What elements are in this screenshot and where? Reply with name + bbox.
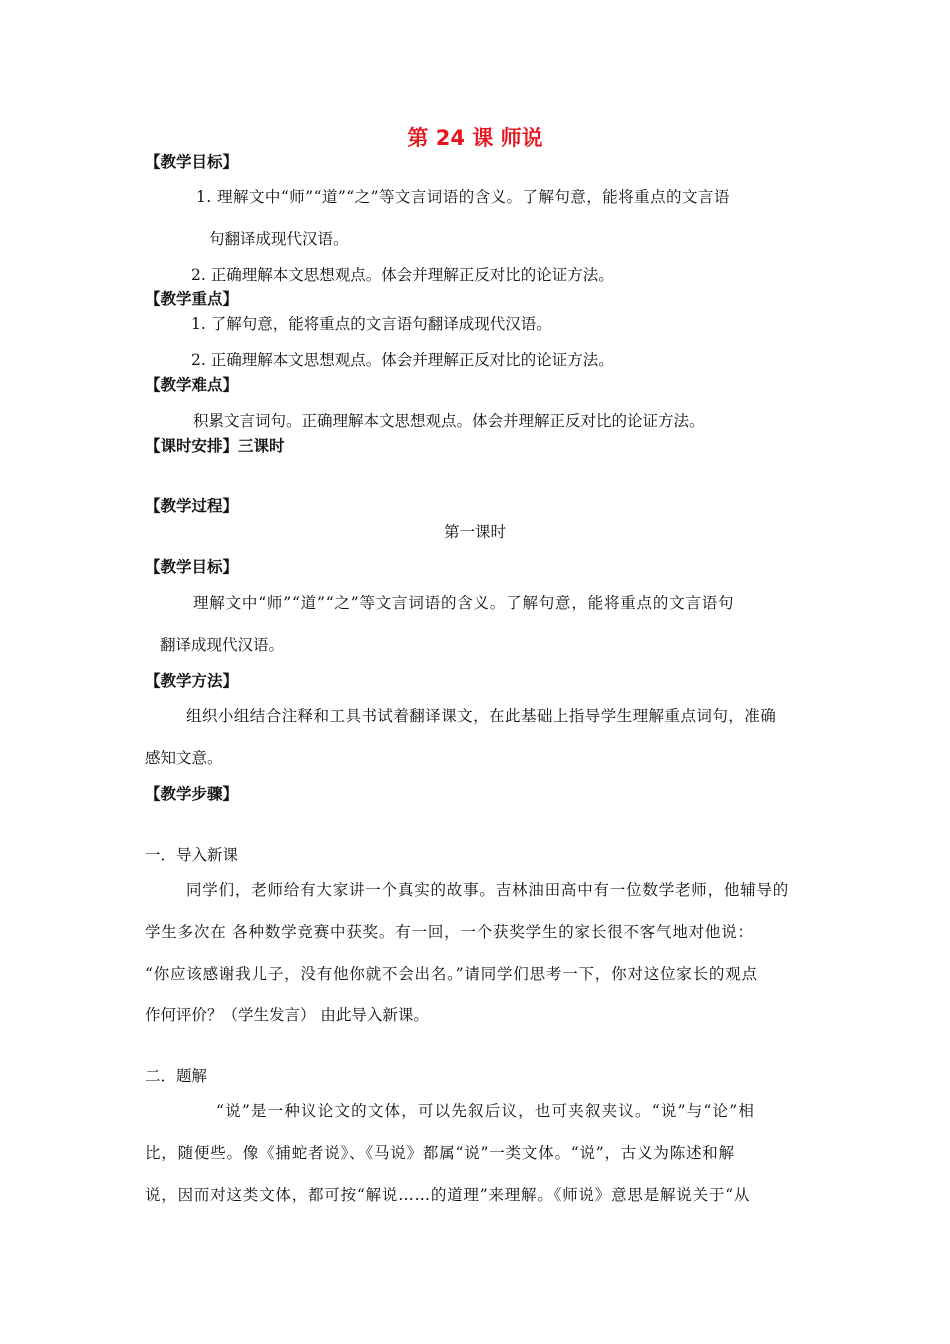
section-1-para-line-4: 作何评价？（学生发言） 由此导入新课。 bbox=[145, 1006, 429, 1024]
section-2-para-line-2: 比，随便些。像《捕蛇者说》、《马说》都属“说”一类文体。“说”，古义为陈述和解 bbox=[145, 1144, 735, 1162]
lesson-goal-line-2: 翻译成现代汉语。 bbox=[160, 636, 285, 654]
heading-teaching-goals: 【教学目标】 bbox=[145, 152, 239, 171]
lesson-goal-line-1: 理解文中“师”“道”“之”等文言词语的含义。了解句意，能将重点的文言语句 bbox=[193, 594, 735, 612]
first-lesson-label: 第一课时 bbox=[443, 523, 506, 541]
schedule-line: 【课时安排】三课时 bbox=[145, 436, 285, 455]
heading-lesson-goals: 【教学目标】 bbox=[145, 557, 239, 576]
key-point-2: 2. 正确理解本文思想观点。体会并理解正反对比的论证方法。 bbox=[191, 351, 614, 369]
goal-2: 2. 正确理解本文思想观点。体会并理解正反对比的论证方法。 bbox=[191, 266, 614, 284]
section-1-para-line-1: 同学们，老师给有大家讲一个真实的故事。吉林油田高中有一位数学老师，他辅导的 bbox=[186, 881, 790, 899]
difficulty-text: 积累文言词句。正确理解本文思想观点。体会并理解正反对比的论证方法。 bbox=[193, 412, 705, 430]
lesson-title: 第 24 课 师说 bbox=[407, 126, 543, 150]
key-point-1: 1. 了解句意，能将重点的文言语句翻译成现代汉语。 bbox=[191, 315, 552, 333]
section-1-heading: 一．导入新课 bbox=[145, 846, 239, 864]
heading-difficulties: 【教学难点】 bbox=[145, 375, 239, 394]
method-line-2: 感知文意。 bbox=[145, 749, 223, 767]
section-2-para-line-1: “说”是一种议论文的文体，可以先叙后议，也可夹叙夹议。“说”与“论”相 bbox=[216, 1102, 756, 1120]
heading-teaching-steps: 【教学步骤】 bbox=[145, 784, 239, 803]
section-1-para-line-3: “你应该感谢我儿子，没有他你就不会出名。”请同学们思考一下，你对这位家长的观点 bbox=[145, 965, 758, 983]
section-2-heading: 二．题解 bbox=[145, 1067, 208, 1085]
method-line-1: 组织小组结合注释和工具书试着翻译课文，在此基础上指导学生理解重点词句，准确 bbox=[186, 707, 777, 725]
goal-1-line-1: 1. 理解文中“师”“道”“之”等文言词语的含义。了解句意，能将重点的文言语 bbox=[196, 188, 730, 206]
heading-teaching-process: 【教学过程】 bbox=[145, 496, 239, 515]
section-1-para-line-2: 学生多次在 各种数学竞赛中获奖。有一回，一个获奖学生的家长很不客气地对他说： bbox=[145, 923, 754, 941]
heading-teaching-method: 【教学方法】 bbox=[145, 671, 239, 690]
heading-key-points: 【教学重点】 bbox=[145, 289, 239, 308]
section-2-para-line-3: 说，因而对这类文体，都可按“解说……的道理”来理解。《师说》意思是解说关于“从 bbox=[145, 1186, 751, 1204]
goal-1-line-2: 句翻译成现代汉语。 bbox=[209, 230, 349, 248]
